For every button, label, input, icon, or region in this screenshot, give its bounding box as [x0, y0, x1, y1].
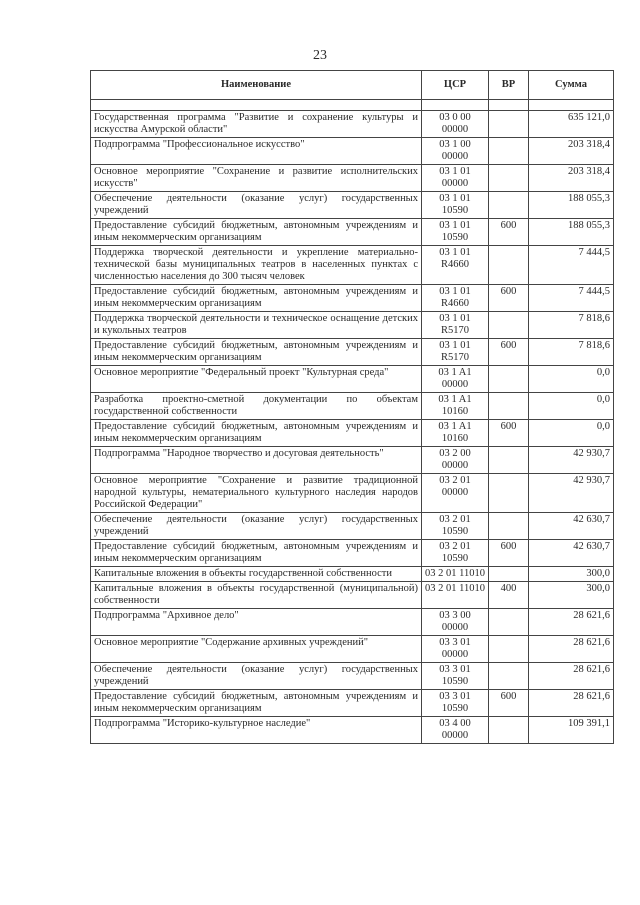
csr-cell: 03 2 01 11010 — [422, 567, 489, 582]
name-cell: Основное мероприятие "Содержание архивных учреждений" — [91, 636, 422, 663]
vr-cell — [489, 165, 529, 192]
table-row — [91, 246, 614, 285]
name-cell: Предоставление субсидий бюджетным, автономным учреждениям и иным некоммерческим организациям — [91, 339, 422, 366]
csr-cell: 03 1 01 10590 — [422, 219, 489, 246]
sum-cell: 42 930,7 — [529, 447, 614, 474]
sum-cell: 28 621,6 — [529, 636, 614, 663]
table-row — [91, 609, 614, 636]
csr-cell: 03 1 A1 00000 — [422, 366, 489, 393]
sum-cell: 7 444,5 — [529, 285, 614, 312]
name-cell: Предоставление субсидий бюджетным, автономным учреждениям и иным некоммерческим организациям — [91, 285, 422, 312]
vr-cell — [489, 366, 529, 393]
table-row — [91, 474, 614, 513]
table-row — [91, 582, 614, 609]
table-row — [91, 111, 614, 138]
name-cell: Подпрограмма "Профессиональное искусство" — [91, 138, 422, 165]
table-row — [91, 636, 614, 663]
sum-cell: 203 318,4 — [529, 165, 614, 192]
spacer-cell — [529, 100, 614, 111]
csr-cell: 03 1 01 R4660 — [422, 285, 489, 312]
table-row — [91, 339, 614, 366]
vr-cell — [489, 513, 529, 540]
vr-cell — [489, 192, 529, 219]
sum-cell: 28 621,6 — [529, 690, 614, 717]
name-cell: Подпрограмма "Народное творчество и досуговая деятельность" — [91, 447, 422, 474]
vr-cell — [489, 717, 529, 744]
csr-cell: 03 1 01 R4660 — [422, 246, 489, 285]
csr-cell: 03 2 01 10590 — [422, 513, 489, 540]
vr-cell — [489, 447, 529, 474]
table-row — [91, 420, 614, 447]
sum-cell: 42 630,7 — [529, 540, 614, 567]
name-cell: Предоставление субсидий бюджетным, автономным учреждениям и иным некоммерческим организациям — [91, 540, 422, 567]
sum-cell: 42 630,7 — [529, 513, 614, 540]
sum-cell: 28 621,6 — [529, 609, 614, 636]
csr-cell: 03 1 01 10590 — [422, 192, 489, 219]
page-number: 23 — [313, 48, 327, 63]
csr-cell: 03 2 01 11010 — [422, 582, 489, 609]
vr-cell — [489, 312, 529, 339]
csr-cell: 03 2 00 00000 — [422, 447, 489, 474]
vr-cell — [489, 474, 529, 513]
csr-cell: 03 3 00 00000 — [422, 609, 489, 636]
table-row — [91, 138, 614, 165]
name-cell: Разработка проектно-сметной документации по объектам государственной собственности — [91, 393, 422, 420]
table-row — [91, 366, 614, 393]
vr-cell — [489, 567, 529, 582]
vr-cell — [489, 393, 529, 420]
name-cell: Обеспечение деятельности (оказание услуг) государственных учреждений — [91, 513, 422, 540]
name-cell: Поддержка творческой деятельности и укрепление материально-технической базы муниципальных театров в населенных пунктах с численностью населения до 300 тысяч человек — [91, 246, 422, 285]
sum-cell: 7 444,5 — [529, 246, 614, 285]
csr-cell: 03 3 01 00000 — [422, 636, 489, 663]
vr-cell — [489, 111, 529, 138]
vr-cell: 400 — [489, 582, 529, 609]
table-row — [91, 219, 614, 246]
csr-cell: 03 2 01 00000 — [422, 474, 489, 513]
table-row — [91, 540, 614, 567]
table-header-row — [91, 71, 614, 100]
name-cell: Обеспечение деятельности (оказание услуг) государственных учреждений — [91, 192, 422, 219]
sum-cell: 203 318,4 — [529, 138, 614, 165]
header-vr: ВР — [489, 71, 529, 100]
table-row — [91, 312, 614, 339]
name-cell: Государственная программа "Развитие и сохранение культуры и искусства Амурской области" — [91, 111, 422, 138]
csr-cell: 03 1 01 R5170 — [422, 312, 489, 339]
csr-cell: 03 3 01 10590 — [422, 690, 489, 717]
name-cell: Основное мероприятие "Сохранение и развитие традиционной народной культуры, нематериального культурного наследия народов Российской Федерации" — [91, 474, 422, 513]
csr-cell: 03 1 00 00000 — [422, 138, 489, 165]
name-cell: Капитальные вложения в объекты государственной (муниципальной) собственности — [91, 582, 422, 609]
table-row — [91, 192, 614, 219]
sum-cell: 188 055,3 — [529, 192, 614, 219]
vr-cell — [489, 138, 529, 165]
header-sum: Сумма — [529, 71, 614, 100]
table-row — [91, 690, 614, 717]
vr-cell: 600 — [489, 690, 529, 717]
sum-cell: 0,0 — [529, 420, 614, 447]
table-row — [91, 513, 614, 540]
sum-cell: 188 055,3 — [529, 219, 614, 246]
spacer-cell — [422, 100, 489, 111]
sum-cell: 7 818,6 — [529, 312, 614, 339]
name-cell: Предоставление субсидий бюджетным, автономным учреждениям и иным некоммерческим организациям — [91, 219, 422, 246]
name-cell: Подпрограмма "Историко-культурное наследие" — [91, 717, 422, 744]
name-cell: Основное мероприятие "Федеральный проект "Культурная среда" — [91, 366, 422, 393]
sum-cell: 300,0 — [529, 582, 614, 609]
csr-cell: 03 1 01 00000 — [422, 165, 489, 192]
sum-cell: 0,0 — [529, 393, 614, 420]
sum-cell: 28 621,6 — [529, 663, 614, 690]
vr-cell — [489, 246, 529, 285]
table-row — [91, 285, 614, 312]
table-row — [91, 165, 614, 192]
vr-cell — [489, 609, 529, 636]
name-cell: Капитальные вложения в объекты государственной собственности — [91, 567, 422, 582]
vr-cell: 600 — [489, 540, 529, 567]
csr-cell: 03 1 A1 10160 — [422, 420, 489, 447]
header-spacer-row — [91, 100, 614, 111]
csr-cell: 03 1 01 R5170 — [422, 339, 489, 366]
name-cell: Предоставление субсидий бюджетным, автономным учреждениям и иным некоммерческим организациям — [91, 690, 422, 717]
spacer-cell — [489, 100, 529, 111]
vr-cell: 600 — [489, 339, 529, 366]
table-row — [91, 717, 614, 744]
spacer-cell — [91, 100, 422, 111]
name-cell: Подпрограмма "Архивное дело" — [91, 609, 422, 636]
sum-cell: 109 391,1 — [529, 717, 614, 744]
sum-cell: 635 121,0 — [529, 111, 614, 138]
table-row — [91, 567, 614, 582]
budget-table — [90, 70, 614, 744]
table-row — [91, 447, 614, 474]
vr-cell — [489, 636, 529, 663]
name-cell: Поддержка творческой деятельности и техническое оснащение детских и кукольных театров — [91, 312, 422, 339]
sum-cell: 42 930,7 — [529, 474, 614, 513]
header-csr: ЦСР — [422, 71, 489, 100]
header-name: Наименование — [91, 71, 422, 100]
csr-cell: 03 4 00 00000 — [422, 717, 489, 744]
sum-cell: 7 818,6 — [529, 339, 614, 366]
csr-cell: 03 1 A1 10160 — [422, 393, 489, 420]
name-cell: Предоставление субсидий бюджетным, автономным учреждениям и иным некоммерческим организациям — [91, 420, 422, 447]
vr-cell: 600 — [489, 285, 529, 312]
csr-cell: 03 3 01 10590 — [422, 663, 489, 690]
csr-cell: 03 2 01 10590 — [422, 540, 489, 567]
vr-cell — [489, 663, 529, 690]
name-cell: Обеспечение деятельности (оказание услуг) государственных учреждений — [91, 663, 422, 690]
csr-cell: 03 0 00 00000 — [422, 111, 489, 138]
table-row — [91, 393, 614, 420]
sum-cell: 300,0 — [529, 567, 614, 582]
vr-cell: 600 — [489, 420, 529, 447]
sum-cell: 0,0 — [529, 366, 614, 393]
table-body — [91, 111, 614, 744]
table-row — [91, 663, 614, 690]
name-cell: Основное мероприятие "Сохранение и развитие исполнительских искусств" — [91, 165, 422, 192]
vr-cell: 600 — [489, 219, 529, 246]
